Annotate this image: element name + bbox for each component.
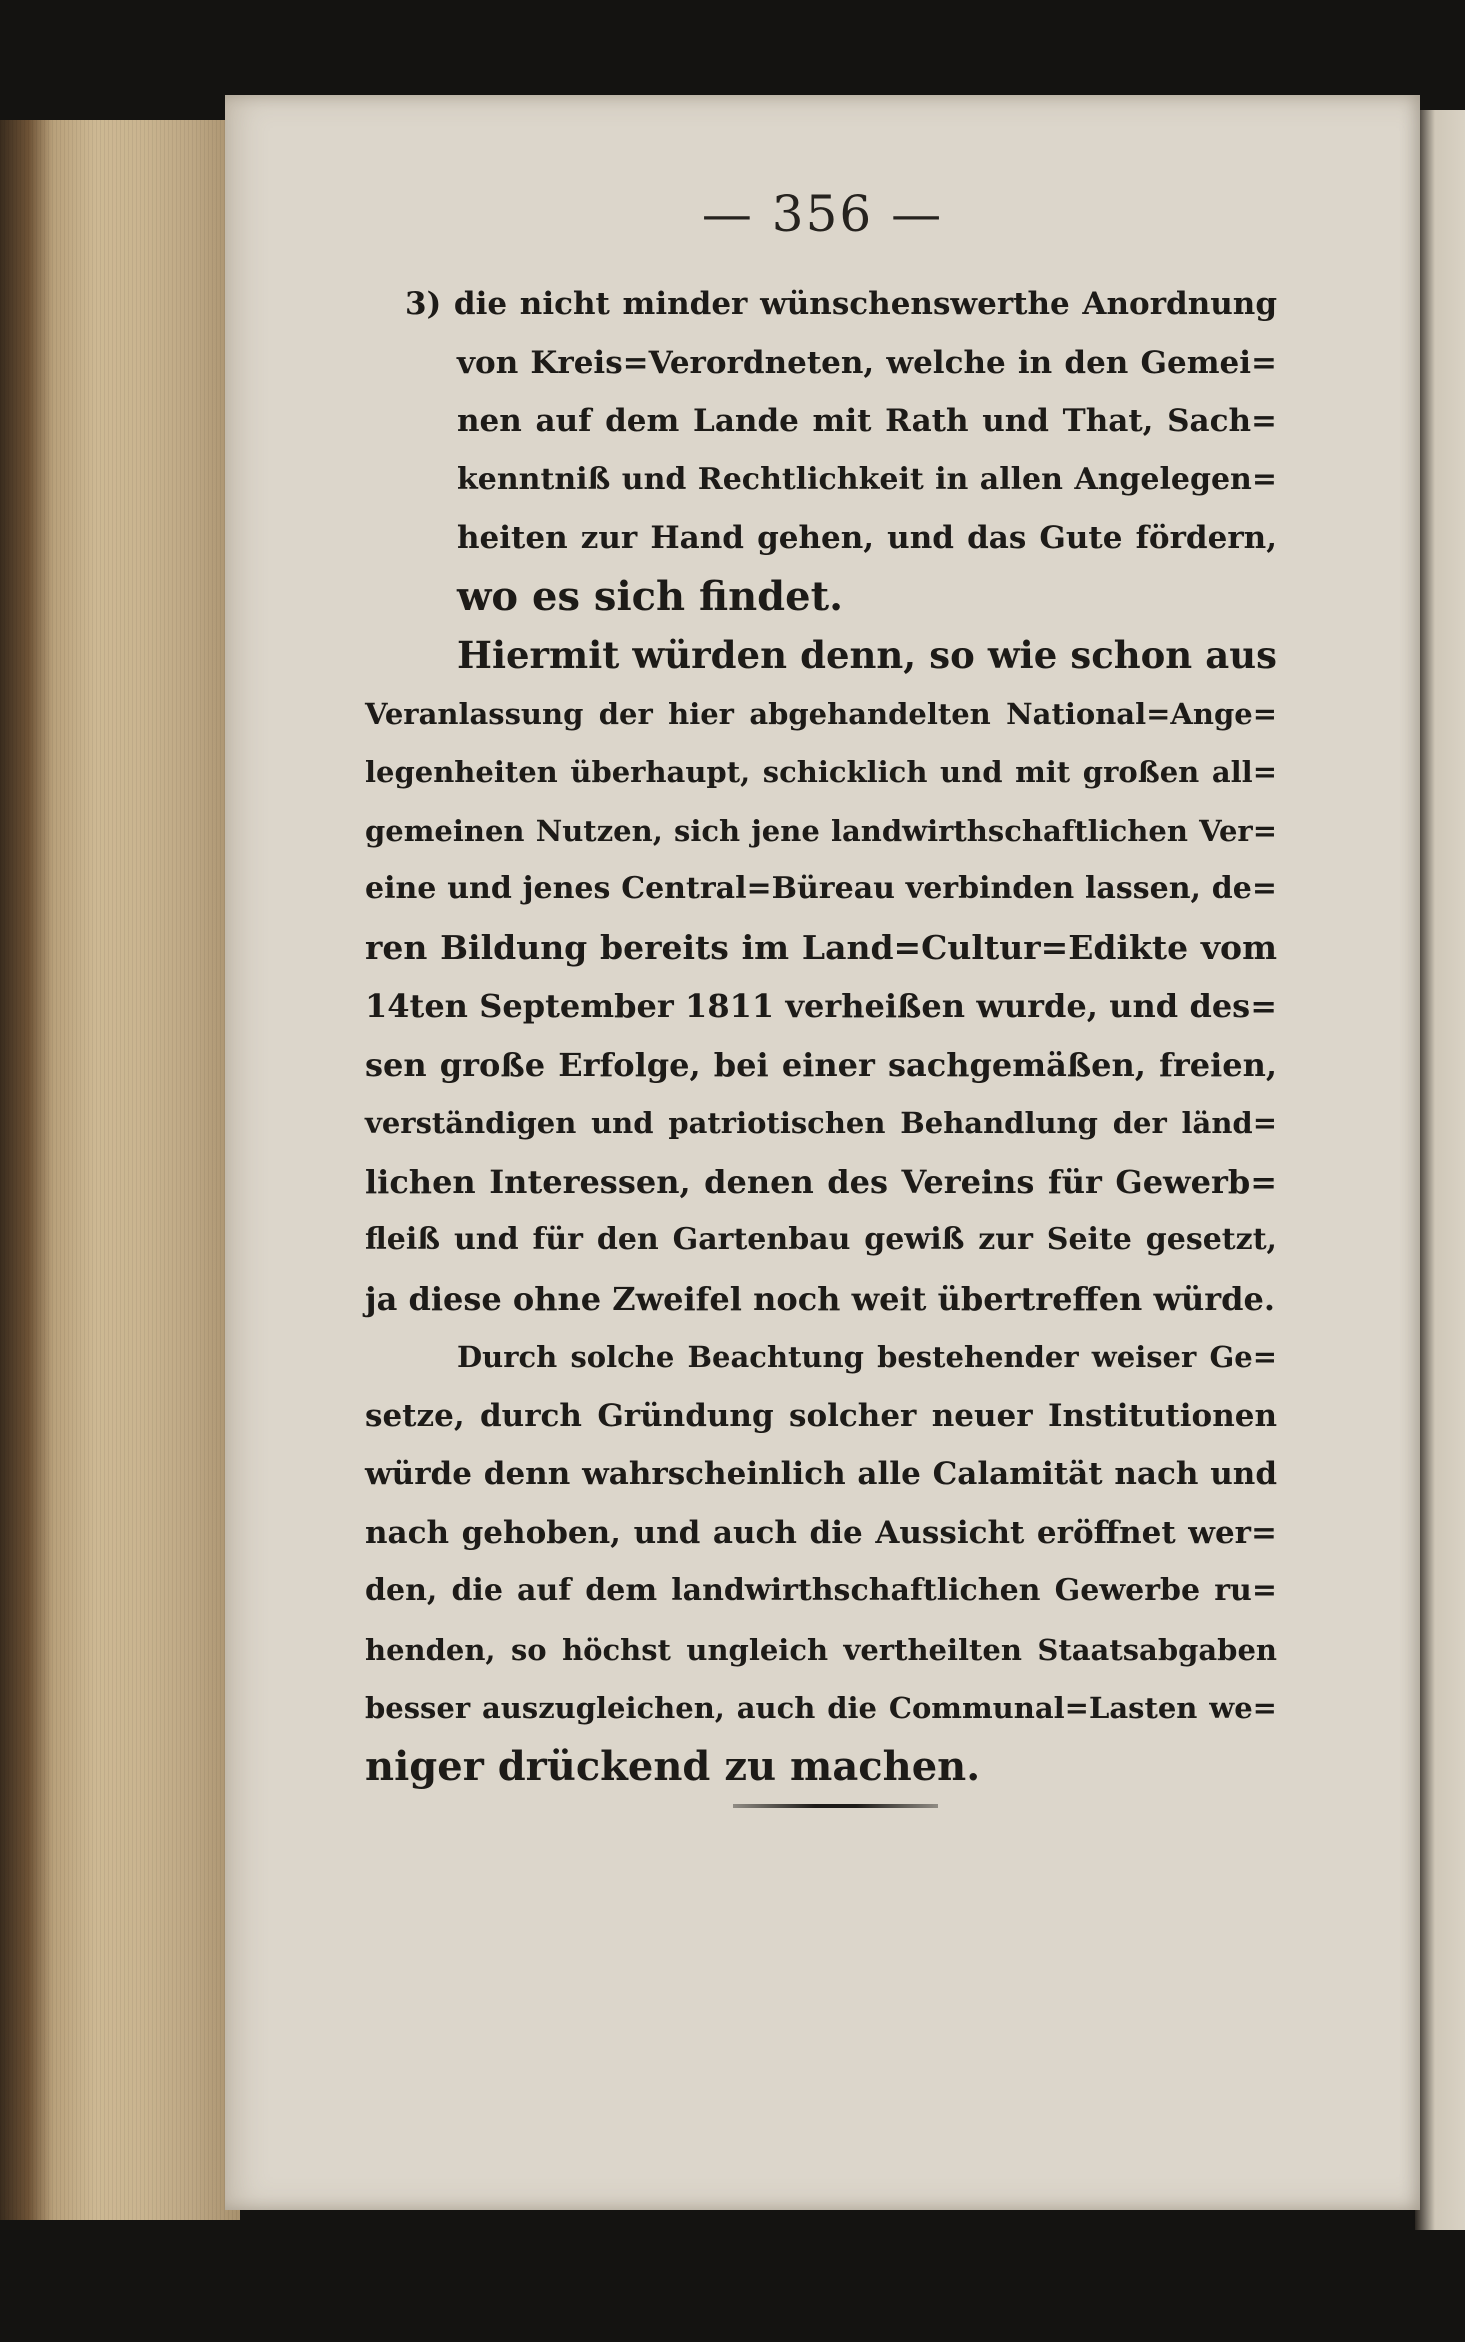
text-line: heiten zur Hand gehen, und das Gute fördern,: [457, 520, 1277, 556]
text-line: ren Bildung bereits im Land=Cultur=Edikte vom: [365, 927, 1277, 967]
text-line: eine und jenes Central=Büreau verbinden lassen, de=: [365, 871, 1277, 906]
text-line: 14ten September 1811 verheißen wurde, und des=: [365, 987, 1277, 1025]
text-line: Veranlassung der hier abgehandelten National=Ange=: [365, 696, 1277, 731]
text-line: nach gehoben, und auch die Aussicht eröffnet wer=: [365, 1514, 1277, 1551]
text-line: sen große Erfolge, bei einer sachgemäßen, freien,: [365, 1045, 1277, 1084]
text-line: den, die auf dem landwirthschaftlichen Gewerbe ru=: [365, 1573, 1277, 1608]
text-line: 3) die nicht minder wünschenswerthe Anordnung: [405, 286, 1277, 322]
end-rule: [733, 1804, 938, 1808]
book-page: [225, 95, 1420, 2210]
text-line: Hiermit würden denn, so wie schon aus: [457, 633, 1277, 677]
body-text: [365, 275, 1277, 1796]
book-page-edges: [0, 120, 240, 2220]
facing-page-edge: [1415, 110, 1465, 2230]
text-line: verständigen und patriotischen Behandlung der länd=: [365, 1106, 1277, 1140]
text-line: Durch solche Beachtung bestehender weiser Ge=: [457, 1340, 1277, 1374]
text-line: ja diese ohne Zweifel noch weit übertreffen würde.: [365, 1279, 1275, 1318]
text-line: gemeinen Nutzen, sich jene landwirthschaftlichen Ver=: [365, 813, 1277, 848]
text-line: lichen Interessen, denen des Vereins für Gewerb=: [365, 1162, 1277, 1201]
text-line: nen auf dem Lande mit Rath und That, Sach=: [457, 403, 1277, 439]
text-line: fleiß und für den Gartenbau gewiß zur Seite gesetzt,: [365, 1222, 1277, 1257]
text-line: setze, durch Gründung solcher neuer Institutionen: [365, 1397, 1277, 1434]
text-line: henden, so höchst ungleich vertheilten Staatsabgaben: [365, 1632, 1277, 1667]
text-line: würde denn wahrscheinlich alle Calamität nach und: [365, 1456, 1277, 1492]
text-line: niger drückend zu machen.: [365, 1742, 981, 1790]
page-number: — 356 —: [701, 185, 944, 243]
text-line: besser auszugleichen, auch die Communal=Lasten we=: [365, 1691, 1277, 1725]
text-line: von Kreis=Verordneten, welche in den Gemei=: [457, 344, 1277, 381]
text-line: legenheiten überhaupt, schicklich und mit großen all=: [365, 755, 1277, 789]
text-line: kenntniß und Rechtlichkeit in allen Angelegen=: [457, 461, 1277, 497]
text-line: wo es sich findet.: [457, 572, 843, 620]
